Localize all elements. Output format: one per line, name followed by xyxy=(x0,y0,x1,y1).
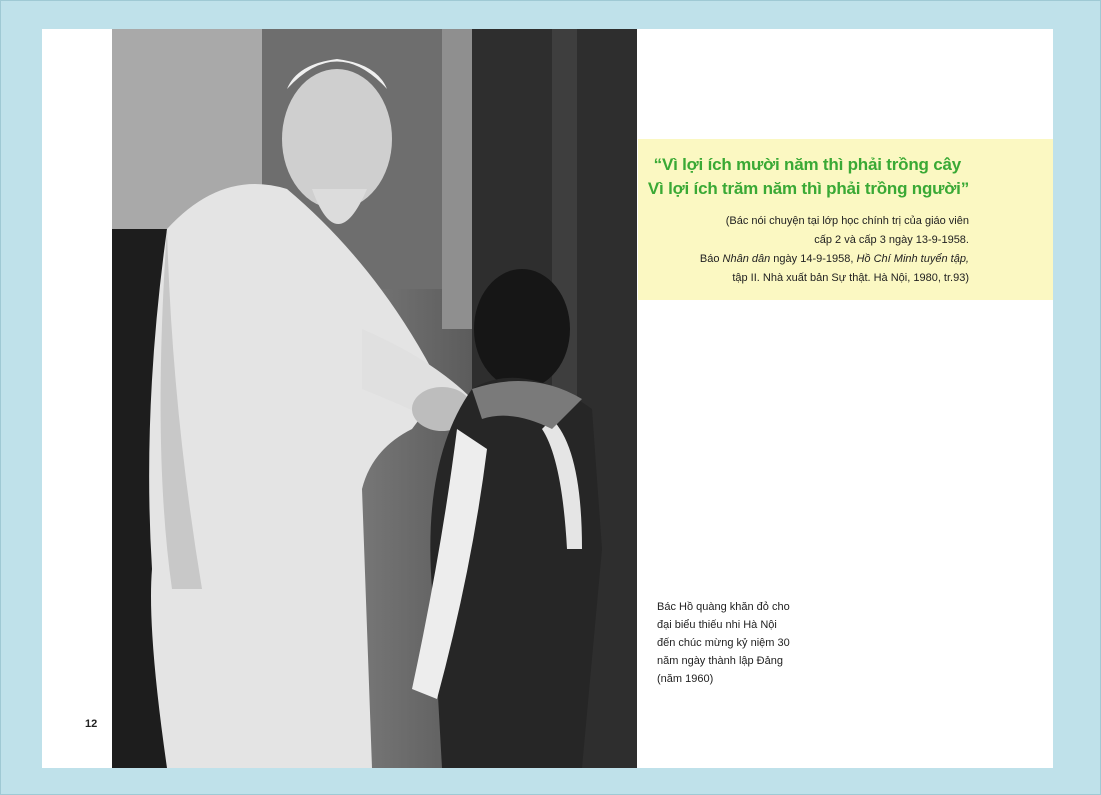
citation-line-4: tập II. Nhà xuất bản Sự thật. Hà Nội, 1980, tr.93) xyxy=(732,272,969,284)
caption-line: năm ngày thành lập Đảng xyxy=(657,655,783,667)
citation-newspaper: Nhân dân xyxy=(722,253,771,265)
caption-line: đại biểu thiếu nhi Hà Nội xyxy=(657,619,777,631)
citation-line-2: cấp 2 và cấp 3 ngày 13-9-1958. xyxy=(814,234,969,246)
historical-photo xyxy=(112,29,637,768)
citation-text: Báo xyxy=(699,253,723,265)
caption-line: Bác Hồ quàng khăn đỏ cho xyxy=(657,601,790,613)
citation-line-3 xyxy=(669,250,969,269)
citation-text: ngày 14-9-1958, xyxy=(770,253,857,265)
quote-box xyxy=(638,139,1053,300)
photo-illustration xyxy=(112,29,637,768)
photo-caption xyxy=(657,598,847,688)
quote-line-1: “Vì lợi ích mười năm thì phải trồng cây xyxy=(653,155,961,174)
document-page xyxy=(42,29,1053,768)
citation-line-1: (Bác nói chuyện tại lớp học chính trị của giáo viên xyxy=(725,215,969,227)
page-number: 12 xyxy=(85,718,98,730)
quote-citation xyxy=(669,212,969,288)
citation-book: Hồ Chí Minh tuyển tập, xyxy=(856,253,969,265)
quote-line-2: Vì lợi ích trăm năm thì phải trồng người” xyxy=(647,179,969,198)
caption-line: (năm 1960) xyxy=(657,673,714,685)
caption-line: đến chúc mừng kỷ niệm 30 xyxy=(657,637,790,649)
